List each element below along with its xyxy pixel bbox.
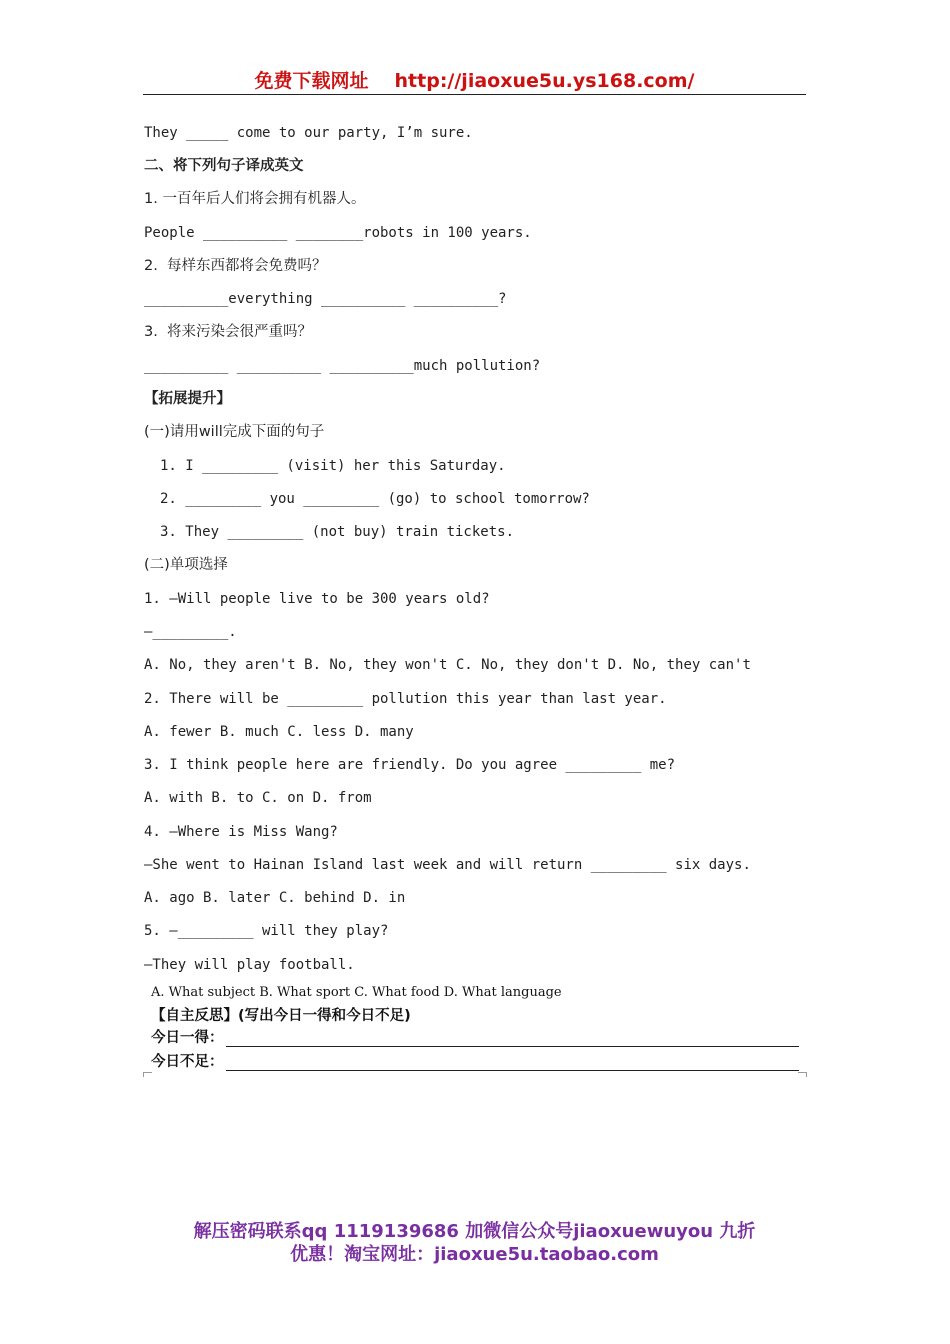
exercise-line: 3. They _________ (not buy) train tickets. (160, 524, 515, 540)
reflection-gain-row (151, 1026, 799, 1047)
question-line: 3. 将来污染会很严重吗？ (144, 324, 313, 340)
footer-line-2: 优惠！淘宝网址：jiaoxue5u.taobao.com (290, 1244, 659, 1265)
header-divider (143, 94, 806, 95)
question-line: 1. 一百年后人们将会拥有机器人。 (144, 191, 366, 207)
question-line: 5. —_________ will they play? (144, 923, 389, 939)
question-line: 2. There will be _________ pollution this year than last year. (144, 691, 667, 707)
options-line: A. What subject B. What sport C. What food D. What language (151, 985, 562, 1000)
exercise-line: 2. _________ you _________ (go) to school tomorrow? (160, 491, 590, 507)
exercise-line: 1. I _________ (visit) her this Saturday. (160, 458, 506, 474)
section-heading-translate: 二、将下列句子译成英文 (144, 158, 304, 174)
question-line: 2. 每样东西都将会免费吗？ (144, 258, 327, 274)
options-line: A. No, they aren't B. No, they won't C. No, they don't D. No, they can't (144, 657, 751, 673)
answer-line: —They will play football. (144, 957, 355, 973)
answer-line: —_________. (144, 624, 237, 640)
answer-line: __________ __________ __________much pollution? (144, 358, 541, 374)
answer-line: —She went to Hainan Island last week and will return _________ six days. (144, 857, 751, 873)
subsection-heading-will: (一)请用will完成下面的句子 (144, 424, 325, 440)
question-line: 3. I think people here are friendly. Do you agree _________ me? (144, 757, 676, 773)
options-line: A. with B. to C. on D. from (144, 790, 372, 806)
options-line: A. fewer B. much C. less D. many (144, 724, 414, 740)
crop-mark (143, 1072, 152, 1077)
header-url-link[interactable]: http://jiaoxue5u.ys168.com/ (394, 70, 695, 92)
section-heading-extension: 【拓展提升】 (144, 391, 231, 407)
reflection-lack-row (151, 1050, 799, 1071)
exercise-line: They _____ come to our party, I’m sure. (144, 125, 473, 141)
page-footer (143, 1220, 806, 1266)
reflection-lack-label: 今日不足： (151, 1054, 224, 1070)
reflection-gain-label: 今日一得： (151, 1030, 224, 1046)
header-label: 免费下载网址 (254, 70, 369, 92)
question-line: 1. —Will people live to be 300 years old? (144, 591, 490, 607)
footer-line-1: 解压密码联系qq 1119139686 加微信公众号jiaoxuewuyou 九折 (193, 1221, 756, 1242)
answer-line: __________everything __________ __________? (144, 291, 507, 307)
options-line: A. ago B. later C. behind D. in (144, 890, 406, 906)
reflection-lack-line (226, 1056, 800, 1071)
reflection-gain-line (226, 1032, 800, 1047)
subsection-heading-choice: (二)单项选择 (144, 557, 228, 573)
page-header (143, 66, 806, 94)
crop-mark (798, 1072, 807, 1077)
answer-line: People __________ ________robots in 100 years. (144, 225, 532, 241)
reflection-title: 【自主反思】(写出今日一得和今日不足) (151, 1008, 411, 1024)
question-line: 4. —Where is Miss Wang? (144, 824, 338, 840)
